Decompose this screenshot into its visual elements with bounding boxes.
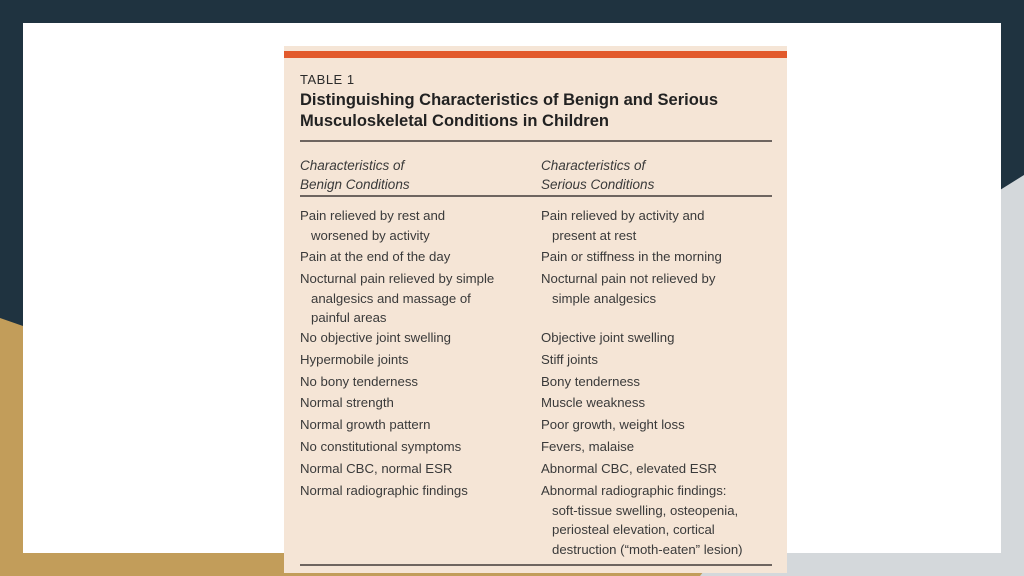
column-header-line: Serious Conditions xyxy=(541,177,655,192)
rule-bottom xyxy=(300,564,772,566)
table-cell-benign xyxy=(300,437,461,457)
table-cell-line: Normal strength xyxy=(300,395,394,410)
table-cell-line: Abnormal radiographic findings: xyxy=(541,483,727,498)
table-cell-line: Fevers, malaise xyxy=(541,439,635,454)
rule-header xyxy=(300,195,772,197)
table-cell-benign xyxy=(300,350,408,370)
table-cell-benign xyxy=(300,372,418,392)
table-cell-serious xyxy=(541,415,685,435)
table-cell-line: Pain or stiffness in the morning xyxy=(541,249,722,264)
table-cell-serious xyxy=(541,459,717,479)
table-cell-benign xyxy=(300,328,451,348)
table-cell-serious xyxy=(541,350,598,370)
table-cell-line: Muscle weakness xyxy=(541,395,646,410)
table-title-line: Musculoskeletal Conditions in Children xyxy=(300,112,609,130)
table-cell-line: Abnormal CBC, elevated ESR xyxy=(541,461,717,476)
table-cell-line: analgesics and massage of xyxy=(311,290,471,306)
column-header-benign xyxy=(300,156,410,194)
table-cell-benign xyxy=(300,481,468,501)
table-cell-line: No constitutional symptoms xyxy=(300,439,462,454)
table-cell-line: Pain relieved by activity and xyxy=(541,208,705,223)
table-cell-benign xyxy=(300,459,452,479)
table-cell-line: Bony tenderness xyxy=(541,374,640,389)
table-cell-line: Poor growth, weight loss xyxy=(541,417,685,432)
column-header-line: Characteristics of xyxy=(300,158,405,173)
table-accent-bar xyxy=(284,51,787,58)
table-cell-line: periosteal elevation, cortical xyxy=(552,522,715,537)
table-cell-line: simple analgesics xyxy=(552,290,657,306)
table-cell-serious xyxy=(541,372,640,392)
table-cell-serious xyxy=(541,437,634,457)
table-cell-line: Nocturnal pain relieved by simple xyxy=(300,271,495,286)
table-cell-line: destruction (“moth-eaten” lesion) xyxy=(552,541,743,557)
table-cell-serious xyxy=(541,393,645,413)
table-cell-line: Pain at the end of the day xyxy=(300,249,451,264)
column-header-serious xyxy=(541,156,654,194)
table-cell-line: painful areas xyxy=(311,310,387,325)
table-cell-line: present at rest xyxy=(552,227,637,243)
table-image xyxy=(284,46,787,573)
table-cell-serious xyxy=(541,206,704,245)
table-cell-line: Nocturnal pain not relieved by xyxy=(541,271,716,286)
table-cell-serious xyxy=(541,247,722,267)
table-cell-line: Objective joint swelling xyxy=(541,330,675,345)
table-cell-benign xyxy=(300,247,450,267)
table-cell-serious xyxy=(541,328,674,348)
table-cell-line: Stiff joints xyxy=(541,352,598,367)
table-cell-serious xyxy=(541,269,715,308)
table-cell-benign xyxy=(300,269,494,328)
table-title-line: Distinguishing Characteristics of Benign and Serious xyxy=(300,91,719,109)
column-header-line: Characteristics of xyxy=(541,158,646,173)
slide-canvas xyxy=(23,23,1001,557)
table-cell-line: No bony tenderness xyxy=(300,374,419,389)
table-cell-line: soft-tissue swelling, osteopenia, xyxy=(552,502,739,518)
rule-top xyxy=(300,140,772,142)
table-cell-line: Normal CBC, normal ESR xyxy=(300,461,453,476)
table-cell-line: worsened by activity xyxy=(311,227,430,243)
table-cell-line: Normal growth pattern xyxy=(300,417,431,432)
table-label: TABLE 1 xyxy=(300,72,355,87)
table-cell-benign xyxy=(300,415,430,435)
table-cell-serious xyxy=(541,481,743,559)
column-header-line: Benign Conditions xyxy=(300,177,410,192)
table-cell-line: Hypermobile joints xyxy=(300,352,409,367)
table-cell-line: No objective joint swelling xyxy=(300,330,451,345)
table-cell-line: Normal radiographic findings xyxy=(300,483,468,498)
table-cell-line: Pain relieved by rest and xyxy=(300,208,446,223)
table-title xyxy=(300,90,780,132)
table-cell-benign xyxy=(300,393,394,413)
table-cell-benign xyxy=(300,206,445,245)
